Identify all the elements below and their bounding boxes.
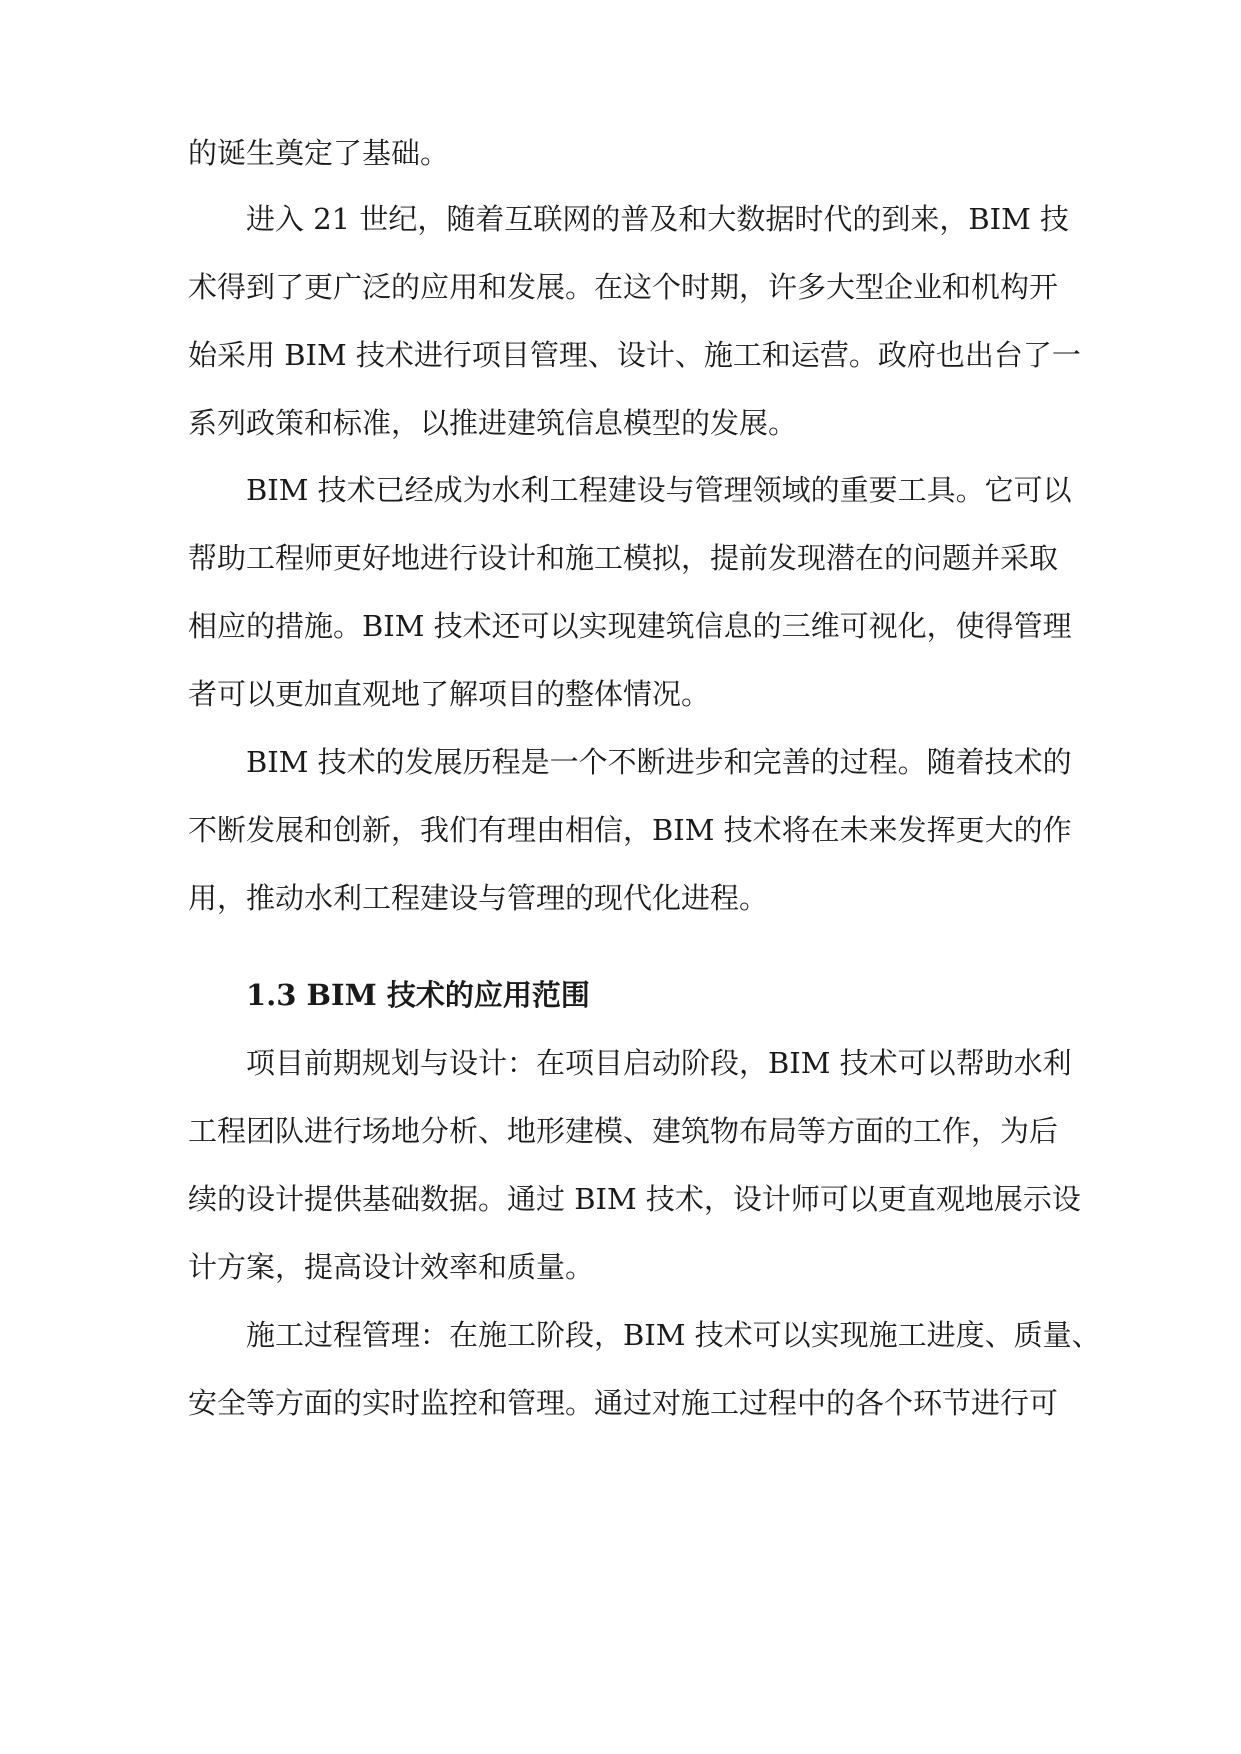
paragraph-line: 安全等方面的实时监控和管理。通过对施工过程中的各个环节进行可: [188, 1386, 1059, 1420]
paragraph-line: 术得到了更广泛的应用和发展。在这个时期，许多大型企业和机构开: [188, 270, 1059, 304]
paragraph-line: 计方案，提高设计效率和质量。: [188, 1250, 595, 1284]
paragraph-line: 者可以更加直观地了解项目的整体情况。: [188, 677, 711, 711]
paragraph-line: 始采用 BIM 技术进行项目管理、设计、施工和运营。政府也出台了一: [188, 338, 1081, 372]
paragraph-line: 帮助工程师更好地进行设计和施工模拟，提前发现潜在的问题并采取: [188, 541, 1059, 575]
paragraph-line: 工程团队进行场地分析、地形建模、建筑物布局等方面的工作，为后: [188, 1114, 1059, 1148]
paragraph-line: 不断发展和创新，我们有理由相信，BIM 技术将在未来发挥更大的作: [188, 813, 1072, 847]
paragraph-line: BIM 技术已经成为水利工程建设与管理领域的重要工具。它可以: [246, 473, 1072, 507]
paragraph-line: 续的设计提供基础数据。通过 BIM 技术，设计师可以更直观地展示设: [188, 1182, 1081, 1216]
paragraph-line: 项目前期规划与设计：在项目启动阶段，BIM 技术可以帮助水利: [246, 1046, 1072, 1080]
paragraph-line: 进入 21 世纪，随着互联网的普及和大数据时代的到来，BIM 技: [246, 202, 1070, 236]
paragraph-line: BIM 技术的发展历程是一个不断进步和完善的过程。随着技术的: [246, 745, 1072, 779]
paragraph-line: 的诞生奠定了基础。: [188, 136, 450, 170]
paragraph-line: 施工过程管理：在施工阶段，BIM 技术可以实现施工进度、质量、: [246, 1318, 1101, 1352]
section-heading: 1.3 BIM 技术的应用范围: [246, 978, 590, 1012]
paragraph-line: 用，推动水利工程建设与管理的现代化进程。: [188, 881, 769, 915]
paragraph-line: 相应的措施。BIM 技术还可以实现建筑信息的三维可视化，使得管理: [188, 609, 1072, 643]
paragraph-line: 系列政策和标准，以推进建筑信息模型的发展。: [188, 406, 798, 440]
